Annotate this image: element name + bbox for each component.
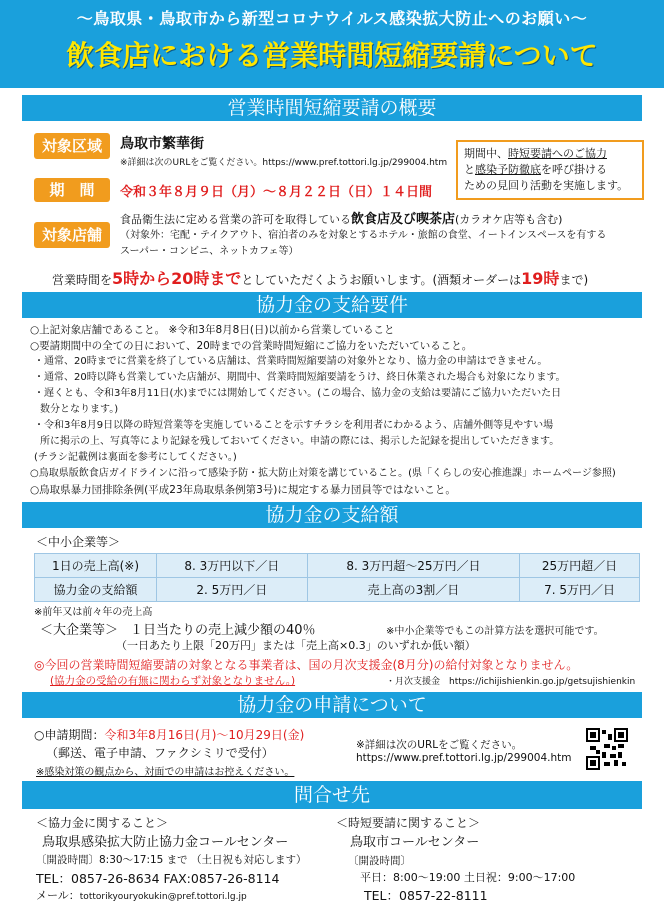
amount-heading: 協力金の支給額	[22, 502, 642, 528]
notice-text-3: と	[464, 163, 475, 176]
shops-text-a: 食品衛生法に定める営業の許可を取得している	[120, 213, 351, 226]
amount-table	[34, 553, 640, 602]
header-title: 飲食店における営業時間短縮要請について	[66, 39, 598, 72]
req-line-4: ・通常、20時以降も営業していた店舗が、期間中、営業時間短縮要請をうけ、終日休業された場合も対象になります。	[34, 372, 566, 383]
table-cell: 8. 3万円以下／日	[157, 554, 308, 578]
hours-text-d: 19時	[521, 269, 560, 288]
shops-text-b: 飲食店及び喫茶店	[351, 212, 456, 227]
period-value: 令和３年８月９日（月）〜８月２２日（日）１４日間	[120, 185, 433, 200]
overview-heading: 営業時間短縮要請の概要	[22, 95, 642, 121]
area-tag: 対象区域	[34, 133, 110, 159]
area-note: ※詳細は次のURLをご覧ください。https://www.pref.tottori.lg.jp/299004.htm	[120, 158, 448, 168]
req-line-7: ・令和3年8月9日以降の時短営業等を実施していることを示すチラシを利用者にわかるよう、店舗外側等見やすい場	[34, 420, 554, 431]
application-period-label: ○申請期間：	[34, 728, 105, 742]
notice-text-4: 感染予防徹底	[475, 163, 541, 176]
contact-right-hours: 平日：8:00〜19:00 土日祝：9:00〜17:00	[360, 871, 576, 884]
monthly-support-link[interactable]: ・月次支援金 https://ichijishienkin.go.jp/getsujishienkin	[386, 677, 636, 687]
notice-text-1: 期間中、	[464, 147, 508, 160]
hours-text-c: としていただくようお願いします。(酒類オーダーは	[241, 273, 522, 287]
shops-line-2: （対象外：宅配・テイクアウト、宿泊者のみを対象とするホテル・旅館の食堂、イートインスペースを有する	[120, 230, 607, 241]
monthly-support-sub: (協力金の受給の有無に関わらず対象となりません。)	[50, 675, 296, 687]
req-line-3: ・通常、20時までに営業を終了している店舗は、営業時間短縮要請の対象外となり、協力金の申請はできません。	[34, 356, 548, 367]
application-period	[34, 726, 304, 743]
hours-line	[52, 266, 588, 289]
application-note: ※感染対策の観点から、対面での申請はお控えください。	[36, 767, 295, 778]
req-line-9: (チラシ記載例は裏面を参考にしてください。)	[34, 452, 237, 463]
sme-label: ＜中小企業等＞	[36, 535, 121, 549]
patrol-notice	[456, 140, 644, 200]
contact-right-label: ＜時短要請に関すること＞	[336, 816, 481, 830]
req-line-10: ○鳥取県版飲食店ガイドラインに沿って感染予防・拡大防止対策を講じていること。(県「くらしの安心推進課」ホームページ参照)	[30, 468, 616, 479]
req-line-5: ・遅くとも、令和3年8月11日(水)までには開始してください。(この場合、協力金の支給は要請にご協力いただいた日	[34, 388, 562, 399]
hours-text-b: 5時から20時まで	[112, 269, 242, 288]
table-note: ※前年又は前々年の売上高	[34, 607, 153, 618]
table-row	[35, 554, 640, 578]
contact-right-tel[interactable]: TEL：0857-22-8111	[364, 888, 488, 903]
period-tag: 期 間	[34, 178, 110, 202]
monthly-support-warning: ◎今回の営業時間短縮要請の対象となる事業者は、国の月次支援金(8月分)の給付対象となりません。	[34, 658, 579, 672]
req-line-2: ○要請期間中の全ての日において、20時までの営業時間短縮にご協力をいただいていること。	[30, 340, 473, 352]
application-methods: （郵送、電子申請、ファクシミリで受付）	[46, 746, 274, 760]
requirements-heading: 協力金の支給要件	[22, 292, 642, 318]
req-line-6: 数分となります。)	[40, 404, 119, 415]
table-cell: 8. 3万円超〜25万円／日	[307, 554, 519, 578]
table-cell: 協力金の支給額	[35, 578, 157, 602]
contact-left-mail	[36, 887, 247, 903]
table-cell: 2. 5万円／日	[157, 578, 308, 602]
application-period-value: 令和3年8月16日(月)〜10月29日(金)	[104, 728, 305, 742]
large-company-text: １日当たりの売上減少額の40％	[130, 623, 316, 638]
hours-text-a: 営業時間を	[52, 273, 113, 287]
notice-text-5: を呼び掛ける	[541, 163, 607, 176]
large-company-label: ＜大企業等＞	[40, 623, 119, 638]
notice-text-6: ための見回り活動を実施します。	[464, 179, 629, 192]
table-cell: 25万円超／日	[520, 554, 640, 578]
req-line-8: 所に掲示の上、写真等により記録を残しておいてください。申請の際には、掲示した記録を提出していただきます。	[40, 436, 560, 447]
table-cell: 売上高の3割／日	[307, 578, 519, 602]
contact-left-hours: 〔開設時間〕8:30〜17:15 まで （土日祝も対応します）	[36, 854, 307, 866]
large-company-note: ※中小企業等でもこの計算方法を選択可能です。	[386, 626, 604, 637]
table-row	[35, 578, 640, 602]
mail-address[interactable]: tottorikyouryokukin@pref.tottori.lg.jp	[79, 892, 247, 902]
req-line-1: ○上記対象店舗であること。 ※令和3年8月8日(日)以前から営業していること	[30, 324, 395, 336]
contact-right-hours-label: 〔開設時間〕	[348, 855, 411, 867]
contact-right-name: 鳥取市コールセンター	[350, 835, 480, 850]
contact-heading: 問合せ先	[22, 781, 642, 809]
mail-label: メール：	[36, 889, 80, 902]
url-note: ※詳細は次のURLをご覧ください。	[356, 739, 523, 751]
application-url[interactable]: https://www.pref.tottori.lg.jp/299004.htm	[356, 752, 572, 764]
shops-line-1	[120, 208, 562, 227]
contact-left-tel[interactable]: TEL：0857-26-8634 FAX:0857-26-8114	[36, 871, 280, 886]
contact-left-label: ＜協力金に関すること＞	[36, 816, 169, 830]
area-value: 鳥取市繁華街	[120, 136, 204, 152]
contact-left-name: 鳥取県感染拡大防止協力金コールセンター	[42, 835, 289, 850]
shops-tag: 対象店舗	[34, 222, 110, 248]
shops-line-3: スーパー・コンビニ、ネットカフェ等）	[120, 246, 299, 257]
large-company-limit: （一日あたり上限「20万円」または「売上高×0.3」のいずれか低い額）	[116, 639, 476, 652]
shops-text-c: (カラオケ店等も含む)	[455, 213, 563, 226]
hours-text-e: まで)	[559, 273, 589, 287]
application-heading: 協力金の申請について	[22, 692, 642, 718]
qr-code-icon	[586, 728, 628, 770]
table-cell: 1日の売上高(※)	[35, 554, 157, 578]
notice-text-2: 時短要請へのご協力	[508, 147, 607, 160]
table-cell: 7. 5万円／日	[520, 578, 640, 602]
req-line-11: ○鳥取県暴力団排除条例(平成23年鳥取県条例第3号)に規定する暴力団員等ではないこと。	[30, 484, 456, 496]
requirements-list	[30, 322, 650, 498]
header-subtitle: 〜鳥取県・鳥取市から新型コロナウイルス感染拡大防止へのお願い〜	[76, 9, 588, 28]
